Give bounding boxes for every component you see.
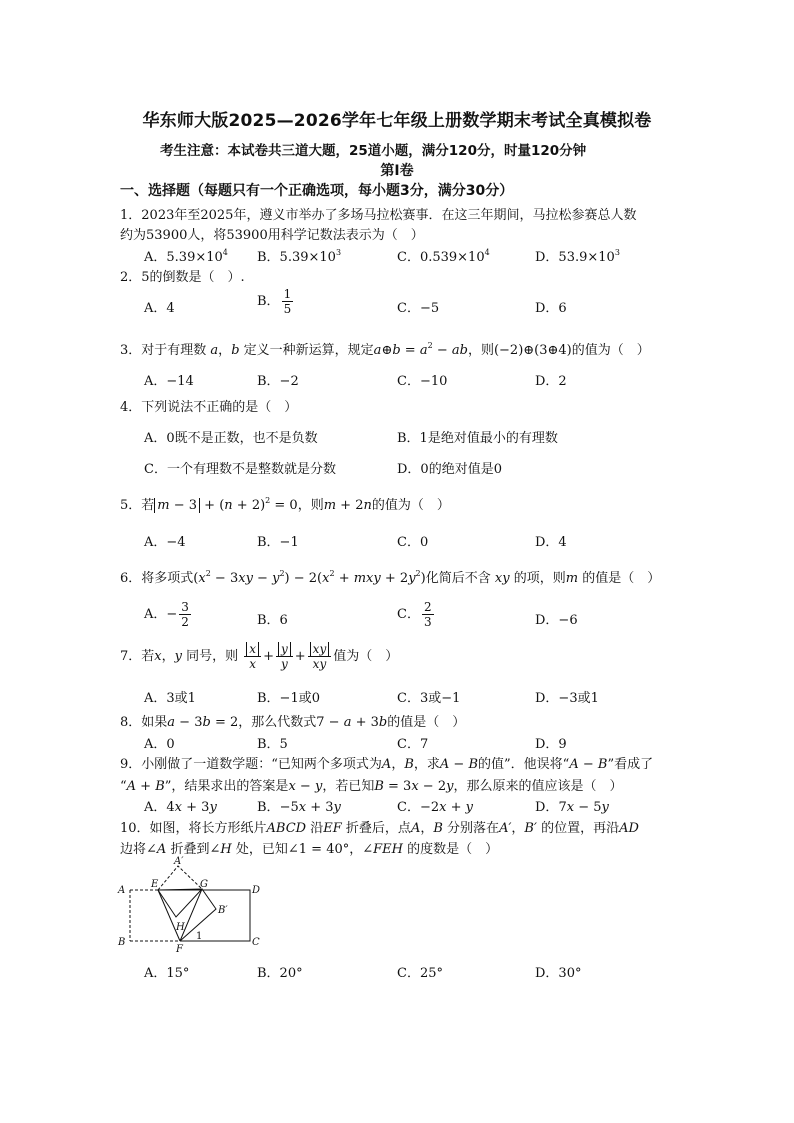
exam-notice: 考生注意：本试卷共三道大题，25道小题，满分120分，时量120分钟: [160, 143, 587, 159]
fraction: $\frac{3}{2}$: [181, 600, 189, 629]
q5-option-d: D．4: [535, 535, 567, 550]
q1-option-d: D．$53.9\times 10^3$: [535, 248, 620, 265]
q7-option-a: A．3或1: [144, 691, 196, 706]
q3-option-c: C．−10: [397, 374, 448, 389]
q9-line1: 9．小刚做了一道数学题：“已知两个多项式为A，B，求A − B的值”．他误将“A − B”看成了: [120, 757, 654, 772]
figure-h-lines: [158, 889, 202, 917]
q3-option-d: D．2: [535, 374, 567, 389]
q3-option-b: B．−2: [257, 374, 299, 389]
q2-option-a: A．4: [144, 301, 175, 316]
q7-option-b: B．−1或0: [257, 691, 320, 706]
q9-option-b: B．−5x + 3y: [257, 800, 341, 815]
folding-rectangle-figure: [116, 855, 266, 955]
q8-option-b: B．5: [257, 737, 288, 752]
q9-option-c: C．−2x + y: [397, 800, 473, 815]
label-c: C: [252, 937, 260, 948]
q9-line2: “A + B”，结果求出的答案是x − y，若已知B = 3x − 2y，那么原来的值应该是（ ）: [120, 779, 623, 794]
label-h: H: [176, 922, 185, 933]
q5-stem: 5．若 $m - 3 + (n + 2)^2 = 0$，则m + 2n的值为（ ）: [120, 496, 450, 513]
q1-line2: 约为53900人，将53900用科学记数法表示为（ ）: [120, 228, 424, 243]
q2-option-c: C．−5: [397, 301, 440, 316]
fraction: $\frac{1}{5}$: [283, 287, 292, 316]
q2-stem: 2．5的倒数是（ ）.: [120, 270, 245, 285]
label-f: F: [176, 944, 183, 955]
figure-fold-dashed: [158, 866, 202, 890]
q1-line1: 1．2023年至2025年，遵义市举办了多场马拉松赛事．在这三年期间，马拉松参赛总人数: [120, 208, 637, 223]
q7-stem: 7．若x，y 同号，则 $\frac{x}{x}$ + $\frac{y}{y}$ + $\frac{xy}{xy}$ 值为（ ）: [120, 642, 399, 671]
label-angle-1: 1: [196, 931, 203, 942]
q2-option-b: B． $\frac{1}{5}$: [257, 287, 292, 316]
q10-line1: 10．如图，将长方形纸片ABCD 沿EF 折叠后，点A，B 分别落在A′，B′ 的位置，再沿AD: [120, 821, 639, 836]
q1-option-c: C．$0.539\times 10^4$: [397, 248, 490, 265]
figure-ef-line: [158, 890, 180, 941]
q3-option-a: A．−14: [144, 374, 194, 389]
fraction: $\frac{2}{3}$: [423, 600, 432, 629]
q10-line2: 边将∠A 折叠到∠H 处，已知∠1 = 40°，∠FEH 的度数是（ ）: [120, 842, 499, 857]
label-a-prime: A′: [174, 856, 184, 867]
label-e: E: [151, 879, 159, 890]
q1-option-a: A．$5.39\times 10^4$: [144, 248, 228, 265]
q2-option-d: D．6: [535, 301, 567, 316]
figure-rectangle: [158, 890, 250, 941]
q8-stem: 8．如果a − 3b = 2，那么代数式7 − a + 3b的值是（ ）: [120, 715, 466, 730]
q4-option-a: A．0既不是正数，也不是负数: [144, 431, 318, 446]
label-a: A: [118, 885, 126, 896]
label-g: G: [200, 879, 208, 890]
q5-option-a: A．−4: [144, 535, 186, 550]
exam-title: 华东师大版2025—2026学年七年级上册数学期末考试全真模拟卷: [142, 111, 652, 131]
q6-stem: 6．将多项式$(x^2 - 3xy - y^2) - 2(x^2$ + mxy + $2y^2$)化简后不含 xy 的项，则m 的值是（ ）: [120, 569, 661, 586]
label-b-prime: B′: [218, 905, 228, 916]
label-b: B: [118, 937, 126, 948]
q10-option-d: D．30°: [535, 966, 582, 981]
q7-option-d: D．−3或1: [535, 691, 599, 706]
q5-option-c: C．0: [397, 535, 429, 550]
q5-option-b: B．−1: [257, 535, 299, 550]
q8-option-d: D．9: [535, 737, 567, 752]
q8-option-a: A．0: [144, 737, 175, 752]
q7-option-c: C．3或−1: [397, 691, 461, 706]
q6-option-b: B．6: [257, 613, 288, 628]
q4-option-b: B．1是绝对值最小的有理数: [397, 431, 558, 446]
q9-option-d: D．7x − 5y: [535, 800, 609, 815]
q4-option-d: D．0的绝对值是0: [397, 462, 502, 477]
q6-option-c: C． $\frac{2}{3}$: [397, 600, 432, 629]
section-heading: 一、选择题（每题只有一个正确选项，每小题3分，满分30分）: [120, 183, 514, 199]
q6-option-a: A．− $\frac{3}{2}$: [144, 600, 189, 629]
q10-option-c: C．25°: [397, 966, 443, 981]
q9-option-a: A．4x + 3y: [144, 800, 217, 815]
q3-stem: 3．对于有理数 a，b 定义一种新运算，规定a⊕b = $a^2$ − ab，则(−2)⊕(3⊕4)的值为（ ）: [120, 341, 650, 358]
q1-option-b: B．$5.39\times 10^3$: [257, 248, 342, 265]
q10-option-a: A．15°: [144, 966, 190, 981]
volume-label: 第Ⅰ卷: [380, 163, 414, 179]
q4-stem: 4．下列说法不正确的是（ ）: [120, 400, 298, 415]
figure-dashed-edges: [130, 890, 180, 941]
q8-option-c: C．7: [397, 737, 429, 752]
q6-option-d: D．−6: [535, 613, 578, 628]
label-d: D: [252, 885, 261, 896]
q4-option-c: C．一个有理数不是整数就是分数: [144, 462, 336, 477]
q10-option-b: B．20°: [257, 966, 303, 981]
